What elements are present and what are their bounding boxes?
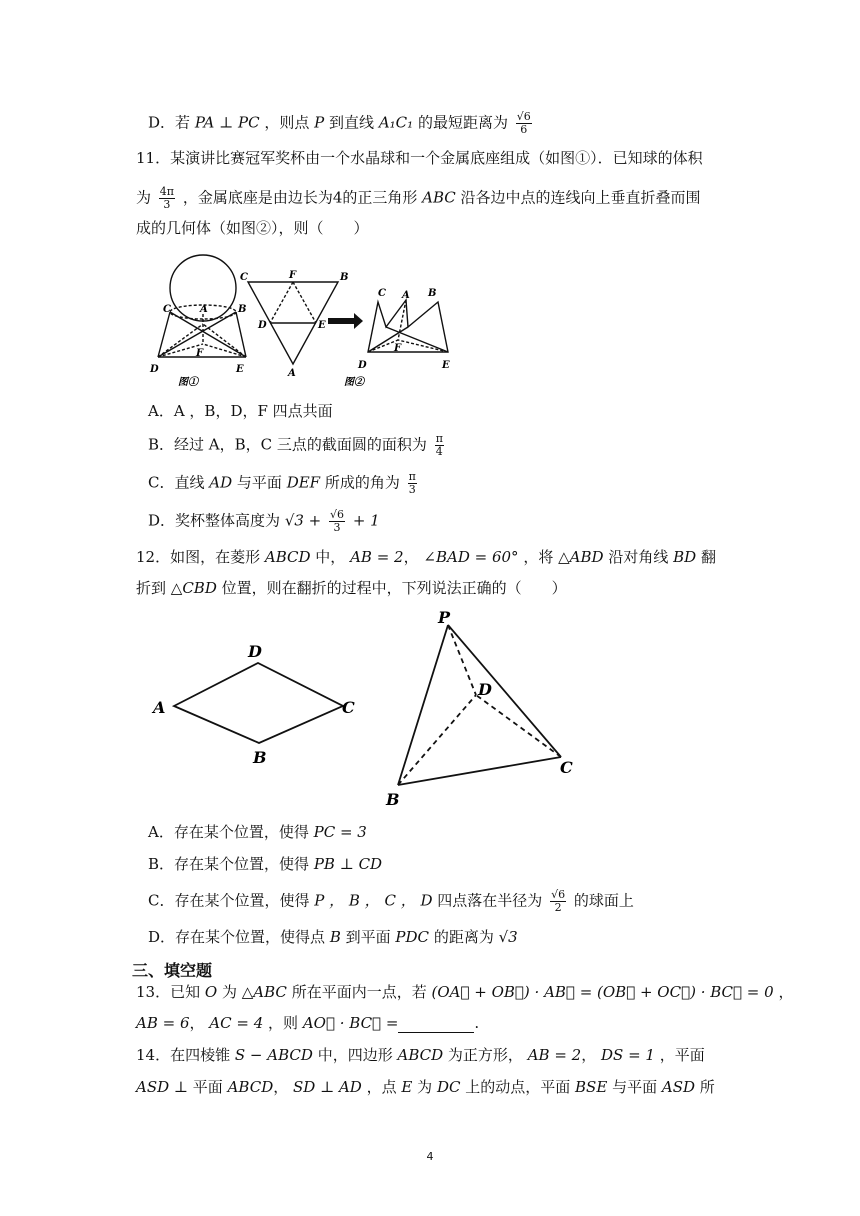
q11-optc-def: DEF [286, 473, 321, 492]
q14-line2-a: ASD ⊥ [136, 1078, 189, 1096]
q11-optc-prefix: C．直线 [148, 473, 205, 492]
q11-optb-fraction: $\frac{\pi}{4}$ [435, 432, 443, 458]
q12-bd: BD [673, 548, 697, 566]
page-number: 4 [426, 1150, 434, 1163]
q12-optd-suffix: 的距离为 [433, 928, 494, 946]
q11-net-label-b: B [340, 272, 349, 283]
q11-line-2 [136, 186, 701, 211]
q10-optd-line: A₁C₁ [378, 113, 414, 132]
q12-line-2 [136, 578, 567, 598]
q11-fig2-label-d: D [358, 360, 367, 371]
q11-net-label-e: E [318, 320, 326, 331]
q14-line-1: 14．在四棱锥 S − ABCD 中，四边形 ABCD 为正方形， AB = 2， DS = 1 ，平面 [136, 1046, 705, 1064]
q12-optd-prefix: D．存在某个位置，使得点 [148, 928, 326, 946]
q10-optd-prefix: D．若 [148, 113, 191, 132]
q12-optc-points: P ， B ， C ， D [314, 891, 433, 910]
q13-line-1 [136, 982, 793, 1002]
q13-ac: AC = 4 [209, 1014, 264, 1032]
q12-line1-d: 沿对角线 [608, 548, 669, 566]
q11-fig2-label-a: A [402, 290, 410, 301]
q12-rhombus: ABCD [264, 548, 311, 566]
q14-pyramid: S − ABCD [234, 1046, 313, 1064]
q11-optc-mid: 与平面 [236, 473, 282, 492]
q11-line-3: 成的几何体（如图②），则（ ） [136, 219, 369, 237]
q11-fig1-label-c: C [163, 304, 171, 315]
q14-ds: DS = 1 [601, 1046, 655, 1064]
q13-line-2: AB = 6， AC = 4 ，则 AO⃗ · BC⃗ = . [136, 1014, 480, 1032]
q14-ab: AB = 2 [527, 1046, 582, 1064]
q12-option-c [148, 889, 634, 914]
q12-label-p: P [438, 608, 451, 627]
q12-line1-b: 中， [315, 548, 346, 566]
arrow-right-icon [328, 313, 363, 329]
q13-point-o: O [204, 983, 218, 1001]
q12-optd-b: B [329, 928, 341, 946]
q11-triangle: ABC [422, 188, 456, 207]
q14-asd: ASD [661, 1078, 695, 1096]
q12-line1-e: 翻 [700, 548, 716, 566]
q11-fig2-label-e: E [442, 360, 450, 371]
q10-option-d [148, 111, 535, 136]
q12-line-1: 12．如图，在菱形 ABCD 中， AB = 2， ∠BAD = 60° ，将 △ABD 沿对角线 BD 翻 [136, 548, 716, 566]
q11-net-label-c: C [240, 272, 248, 283]
q10-optd-fraction: $\frac{√6}{6}$ [516, 110, 531, 136]
q13-line1-a: 13．已知 [136, 983, 201, 1001]
q13-ab: AB = 6 [136, 1014, 190, 1032]
q11-figure [148, 252, 468, 392]
q12-option-d [148, 927, 518, 947]
q12-optd-pdc: PDC [395, 928, 430, 946]
q14-line2-b: 平面 [192, 1078, 223, 1096]
q11-fig2-label-b: B [428, 288, 437, 299]
q11-optd-part-b: + 1 [352, 511, 380, 530]
q14-line-2: ASD ⊥ 平面 ABCD， SD ⊥ AD ，点 E 为 DC 上的动点，平面 BSE 与平面 ASD 所 [136, 1078, 715, 1096]
q13-equation: (OA⃗ + OB⃗) · AB⃗ = (OB⃗ + OC⃗) · BC⃗ = 0 [431, 983, 774, 1001]
q12-optb-math: PB ⊥ CD [313, 855, 383, 873]
q11-optd-part-a: √3 + [284, 511, 322, 530]
q11-fig1-caption: 图① [178, 377, 198, 388]
q12-line2-a: 折到 [136, 579, 167, 597]
q14-line2-f: 上的动点，平面 [465, 1078, 571, 1096]
q12-optd-mid: 到平面 [345, 928, 391, 946]
q13-triangle: △ABC [241, 983, 287, 1001]
q13-answer-blank[interactable] [398, 1018, 474, 1033]
q14-quad: ABCD [397, 1046, 444, 1064]
q11-figure-2 [368, 300, 448, 352]
q11-fig1-label-b: B [238, 304, 247, 315]
q12-line1-a: 12．如图，在菱形 [136, 548, 261, 566]
q14-line1-a: 14．在四棱锥 [136, 1046, 231, 1064]
q10-optd-to: 到直线 [329, 113, 375, 132]
q14-line1-b: 中，四边形 [317, 1046, 393, 1064]
q12-label-d1: D [248, 642, 262, 661]
q13-line1-d: ， [778, 983, 794, 1001]
q12-label-d2: D [478, 680, 492, 699]
q12-optd-value: √3 [498, 928, 518, 946]
q11-fig1-label-e: E [236, 364, 244, 375]
q11-option-c [148, 471, 420, 496]
q13-end: . [474, 1014, 480, 1032]
q11-net-label-d: D [258, 320, 267, 331]
q11-line2-mid: ，金属底座是由边长为4的正三角形 [182, 188, 418, 207]
q11-net-label-f: F [289, 270, 297, 281]
q11-volume-fraction: $\frac{4\pi}{3}$ [159, 185, 175, 211]
q14-point-e: E [401, 1078, 413, 1096]
q12-optb-prefix: B．存在某个位置，使得 [148, 855, 310, 873]
q12-optc-prefix: C．存在某个位置，使得 [148, 891, 310, 910]
q12-angle: ∠BAD = 60° [423, 548, 519, 566]
q14-line2-c: ABCD [227, 1078, 274, 1096]
q12-optc-fraction: $\frac{√6}{2}$ [551, 888, 566, 914]
q10-optd-condition: PA ⊥ PC [194, 113, 260, 132]
q12-opta-prefix: A．存在某个位置，使得 [148, 823, 309, 841]
q11-net-label-a: A [288, 368, 296, 379]
q11-line2-suffix: 沿各边中点的连线向上垂直折叠而围 [460, 188, 701, 207]
q12-option-b [148, 854, 382, 874]
q11-fig1-label-d: D [150, 364, 159, 375]
q11-fig1-label-f: F [196, 348, 204, 359]
q11-fig2-caption: 图② [344, 377, 364, 388]
q11-fig1-label-a: A [200, 304, 208, 315]
q11-option-d [148, 509, 380, 534]
q14-line1-c: 为正方形， [447, 1046, 523, 1064]
q12-triangle-cbd: △CBD [170, 579, 217, 597]
q14-line2-d: ，点 [366, 1078, 397, 1096]
q14-line2-g: 与平面 [612, 1078, 658, 1096]
q11-optc-suffix: 所成的角为 [324, 473, 400, 492]
q14-line2-e: 为 [417, 1078, 433, 1096]
q12-triangle-abd: △ABD [558, 548, 604, 566]
q12-figure [148, 605, 598, 815]
q12-label-c1: C [342, 698, 355, 717]
q12-label-a: A [153, 698, 166, 717]
q14-line2-h: 所 [699, 1078, 715, 1096]
q12-label-b1: B [253, 748, 267, 767]
q13-line1-c: 所在平面内一点，若 [291, 983, 427, 1001]
q12-optc-mid: 四点落在半径为 [437, 891, 543, 910]
q14-line1-d: ，平面 [659, 1046, 705, 1064]
q12-line2-b: 位置，则在翻折的过程中，下列说法正确的（ ） [221, 579, 567, 597]
q12-tetrahedron-figure [398, 625, 561, 785]
q11-optd-prefix: D．奖杯整体高度为 [148, 511, 281, 530]
q12-optc-suffix: 的球面上 [573, 891, 634, 910]
q12-option-a [148, 822, 367, 842]
q14-sd: SD ⊥ AD [293, 1078, 362, 1096]
q14-bse: BSE [575, 1078, 608, 1096]
q11-optb-text: B．经过 A，B，C 三点的截面圆的面积为 [148, 435, 427, 454]
q10-optd-suffix: 的最短距离为 [417, 113, 508, 132]
q10-optd-point: P [314, 113, 325, 132]
q11-optd-fraction: $\frac{√6}{3}$ [330, 508, 345, 534]
q12-opta-math: PC = 3 [313, 823, 367, 841]
q14-dc: DC [436, 1078, 461, 1096]
q11-optc-fraction: $\frac{\pi}{3}$ [408, 470, 416, 496]
q13-line2-mid: ，则 [268, 1014, 299, 1032]
section-heading: 三、填空题 [132, 961, 213, 980]
q13-ask: AO⃗ · BC⃗ = [302, 1014, 399, 1032]
q11-fig2-label-f: F [394, 343, 402, 354]
q11-option-a: A．A ，B，D，F 四点共面 [148, 402, 333, 420]
q11-line-1: 11．某演讲比赛冠军奖杯由一个水晶球和一个金属底座组成（如图①）．已知球的体积 [136, 149, 703, 167]
q12-ab: AB = 2 [350, 548, 404, 566]
q11-optc-ad: AD [209, 473, 233, 492]
q10-optd-mid: ，则点 [264, 113, 310, 132]
q12-label-c2: C [560, 758, 573, 777]
q11-fig2-label-c: C [378, 288, 386, 299]
q13-line1-b: 为 [221, 983, 237, 1001]
q12-line1-c: ，将 [523, 548, 554, 566]
q12-label-b2: B [386, 790, 400, 809]
q11-line2-prefix: 为 [136, 188, 152, 207]
q12-rhombus-figure [174, 663, 343, 743]
q11-option-b [148, 433, 447, 458]
